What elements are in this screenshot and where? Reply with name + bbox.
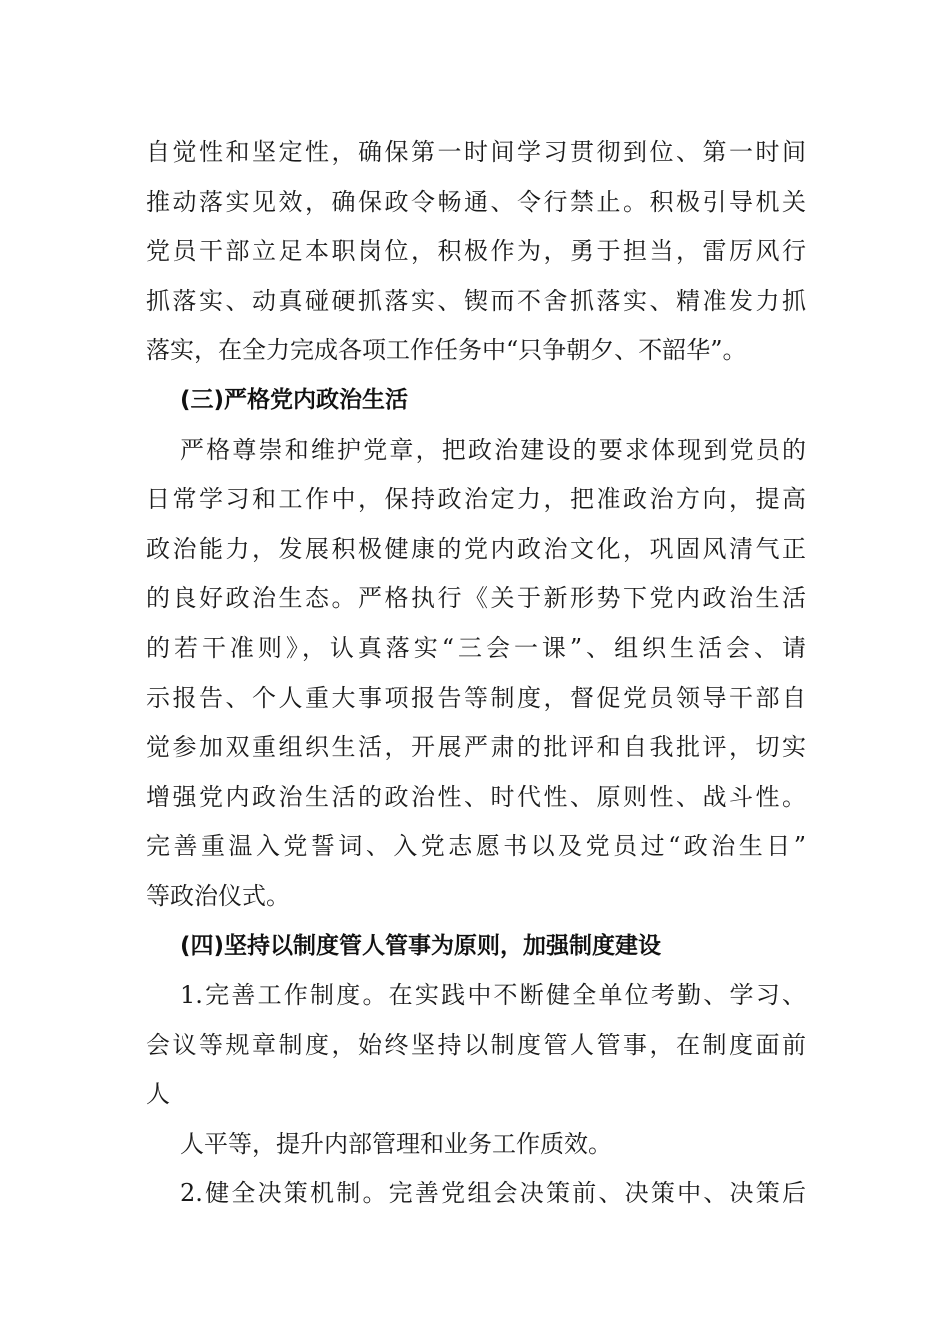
text-line: 完善重温入党誓词、入党志愿书以及党员过“政治生日” — [146, 832, 806, 861]
text-line: 增强党内政治生活的政治性、时代性、原则性、战斗性。 — [146, 782, 806, 811]
text-line: 抓落实、动真碰硬抓落实、锲而不舍抓落实、精准发力抓 — [146, 286, 806, 315]
section-heading: (三)严格党内政治生活 — [180, 386, 409, 413]
text-line: 党员干部立足本职岗位，积极作为，勇于担当，雷厉风行 — [146, 237, 806, 266]
text-line: 日常学习和工作中，保持政治定力，把准政治方向，提高 — [146, 485, 806, 514]
text-line: 的若干准则》，认真落实“三会一课”、组织生活会、请 — [146, 633, 806, 662]
text-line: 人平等，提升内部管理和业务工作质效。 — [180, 1129, 612, 1158]
text-line: 1.完善工作制度。在实践中不断健全单位考勤、学习、 — [180, 981, 806, 1010]
text-line: 等政治仪式。 — [146, 881, 290, 910]
text-line: 的良好政治生态。严格执行《关于新形势下党内政治生活 — [146, 584, 806, 613]
text-line: 人 — [146, 1080, 170, 1109]
text-line: 自觉性和坚定性，确保第一时间学习贯彻到位、第一时间 — [146, 138, 806, 166]
document-body — [146, 128, 806, 1219]
text-line: 落实，在全力完成各项工作任务中“只争朝夕、不韶华”。 — [146, 336, 747, 365]
text-line: 示报告、个人重大事项报告等制度，督促党员领导干部自 — [146, 683, 806, 712]
section-heading: (四)坚持以制度管人管事为原则，加强制度建设 — [180, 932, 662, 959]
text-line: 严格尊崇和维护党章，把政治建设的要求体现到党员的 — [180, 435, 806, 464]
text-line: 2.健全决策机制。完善党组会决策前、决策中、决策后 — [180, 1179, 806, 1208]
text-line: 政治能力，发展积极健康的党内政治文化，巩固风清气正 — [146, 534, 806, 563]
text-line: 会议等规章制度，始终坚持以制度管人管事，在制度面前 — [146, 1030, 806, 1059]
text-line: 觉参加双重组织生活，开展严肃的批评和自我批评，切实 — [146, 733, 806, 762]
text-line: 推动落实见效，确保政令畅通、令行禁止。积极引导机关 — [146, 187, 806, 216]
